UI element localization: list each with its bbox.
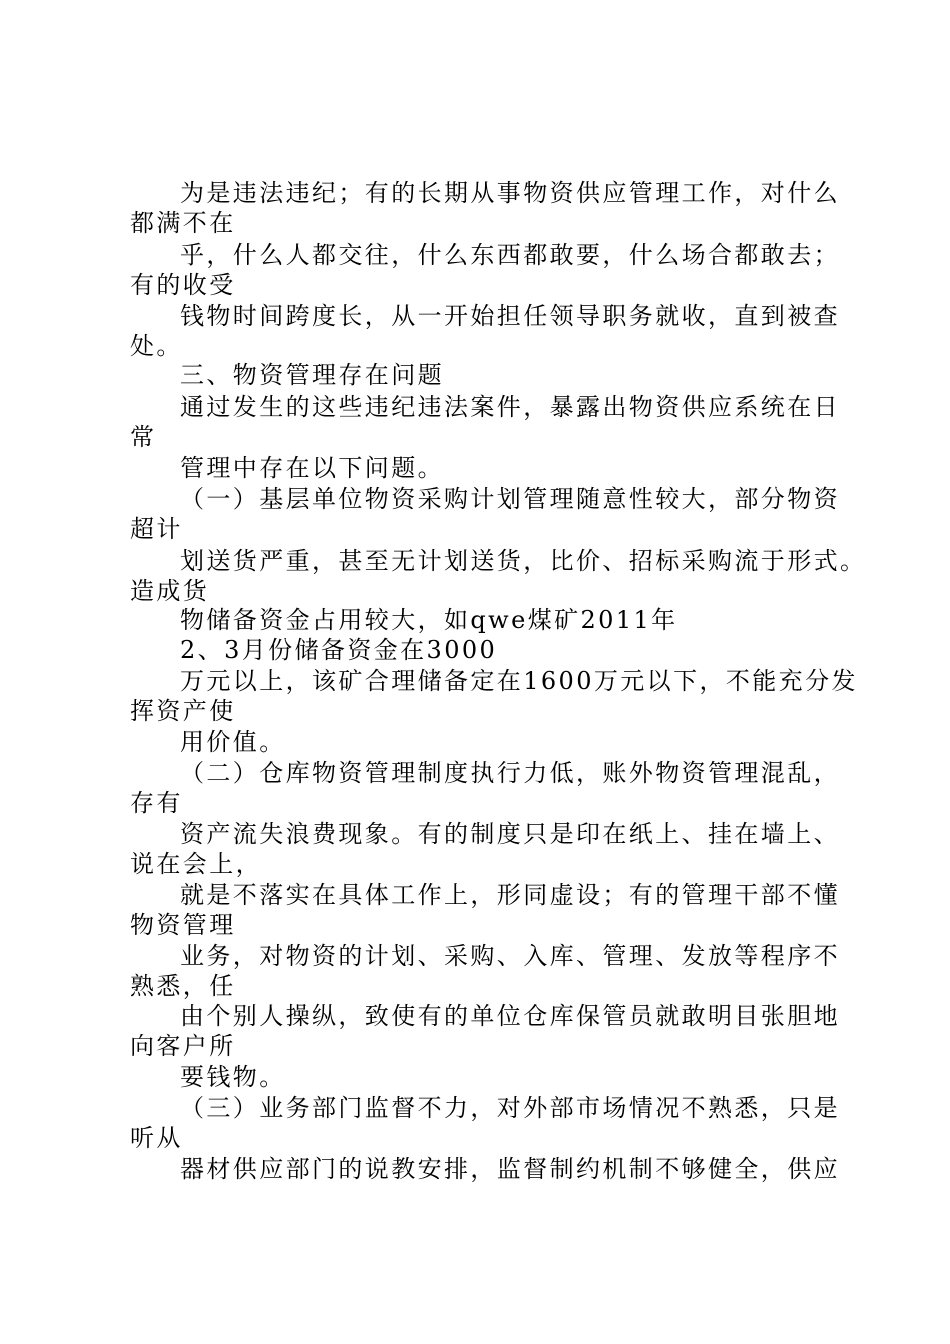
text-line: 都满不在 (130, 209, 236, 237)
text-line: 由个别人操纵，致使有的单位仓库保管员就敢明目张胆地 (180, 1002, 840, 1030)
text-line: 万元以上，该矿合理储备定在1600万元以下，不能充分发 (180, 667, 858, 695)
text-line: 常 (130, 423, 157, 451)
text-line: 划送货严重，甚至无计划送货，比价、招标采购流于形式。 (180, 547, 867, 575)
text-line: 造成货 (130, 577, 210, 605)
text-line: 乎，什么人都交往，什么东西都敢要，什么场合都敢去； (180, 241, 840, 269)
text-line: 通过发生的这些违纪违法案件，暴露出物资供应系统在日 (180, 393, 840, 421)
text-line: 挥资产使 (130, 697, 236, 725)
text-line: 有的收受 (130, 271, 236, 299)
section-heading: 三、物资管理存在问题 (180, 361, 444, 389)
subsection-heading: （二）仓库物资管理制度执行力低，账外物资管理混乱， (180, 759, 840, 787)
text-line: 物资管理 (130, 911, 236, 939)
text-line: 钱物时间跨度长，从一开始担任领导职务就收，直到被查 (180, 302, 840, 330)
text-line: 就是不落实在具体工作上，形同虚设；有的管理干部不懂 (180, 881, 840, 909)
text-line: 要钱物。 (180, 1063, 286, 1091)
text-line: 2、3月份储备资金在3000 (180, 636, 498, 664)
text-line: 说在会上， (130, 850, 262, 878)
text-line: 管理中存在以下问题。 (180, 454, 444, 482)
text-line: 为是违法违纪；有的长期从事物资供应管理工作，对什么 (180, 179, 840, 207)
text-line: 器材供应部门的说教安排，监督制约机制不够健全，供应 (180, 1155, 840, 1183)
text-line: 存有 (130, 789, 183, 817)
text-line: 处。 (130, 332, 183, 360)
subsection-heading: （一）基层单位物资采购计划管理随意性较大，部分物资 (180, 485, 840, 513)
text-line: 业务，对物资的计划、采购、入库、管理、发放等程序不 (180, 942, 840, 970)
text-line: 听从 (130, 1124, 183, 1152)
text-line: 用价值。 (180, 728, 286, 756)
text-line: 熟悉，任 (130, 972, 236, 1000)
text-line: 物储备资金占用较大，如qwe煤矿2011年 (180, 606, 678, 634)
text-line: 超计 (130, 515, 183, 543)
text-line: 资产流失浪费现象。有的制度只是印在纸上、挂在墙上、 (180, 820, 840, 848)
text-line: 向客户所 (130, 1032, 236, 1060)
subsection-heading: （三）业务部门监督不力，对外部市场情况不熟悉，只是 (180, 1094, 840, 1122)
